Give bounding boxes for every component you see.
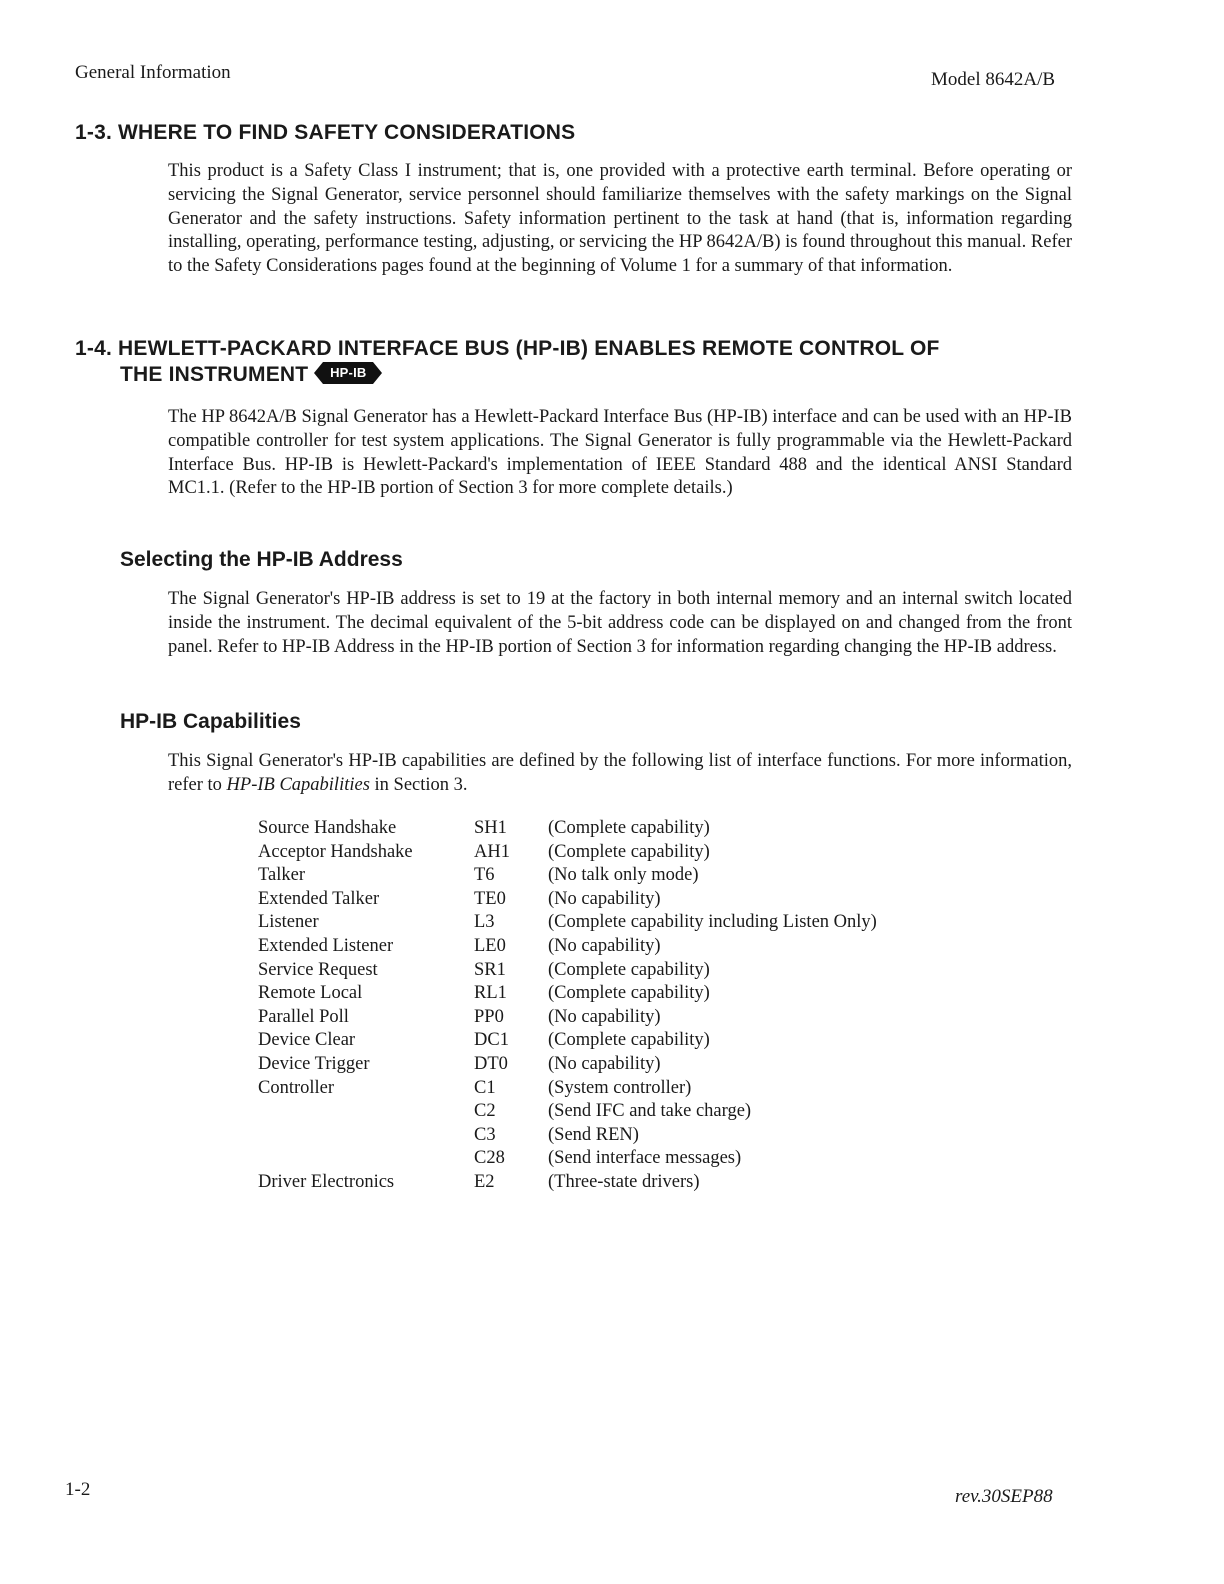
capability-description: (Complete capability)	[548, 841, 710, 862]
capability-row	[258, 1101, 877, 1125]
page-number: 1-2	[65, 1479, 91, 1500]
capability-name: Controller	[258, 1077, 335, 1098]
capability-row	[258, 936, 877, 960]
capabilities-table-body	[258, 818, 877, 1196]
capability-row	[258, 865, 877, 889]
capability-row	[258, 842, 877, 866]
capability-description: (No capability)	[548, 1006, 661, 1027]
capabilities-body-text: This Signal Generator's HP-IB capabilities are defined by the following list of interface functions. For more information, refer to	[168, 751, 1072, 795]
capability-row	[258, 1172, 877, 1196]
capability-name: Parallel Poll	[258, 1006, 349, 1027]
capability-name: Extended Listener	[258, 935, 394, 956]
capability-name: Source Handshake	[258, 818, 397, 838]
capability-code: C1	[474, 1077, 496, 1098]
capabilities-subheading: HP-IB Capabilities	[120, 710, 301, 733]
section-1-3-body: This product is a Safety Class I instrument; that is, one provided with a protective earth terminal. Before operating or servicing the Signal Generator, service personnel should familiarize themselves with the safety markings on the Signal Generator and the safety instructions. Safety information pertinent to the task at hand (that is, information regarding installing, operating, performance testing, adjusting, or servicing the HP 8642A/B) is found throughout this manual. Refer to the Safety Considerations pages found at the beginning of Volume 1 for a summary of that information.	[168, 161, 1072, 277]
capability-name	[258, 1101, 474, 1125]
capability-name: Talker	[258, 865, 305, 886]
capability-row	[258, 1030, 877, 1054]
capability-row	[258, 983, 877, 1007]
address-subheading: Selecting the HP-IB Address	[120, 548, 403, 571]
capability-name: Acceptor Handshake	[258, 841, 413, 862]
capability-row	[258, 889, 877, 913]
hp-ib-badge-label: HP-IB	[330, 365, 367, 381]
capability-code: E2	[474, 1171, 495, 1192]
capability-name: Device Clear	[258, 1030, 356, 1051]
capability-description: (Complete capability)	[548, 1030, 710, 1051]
capability-description: (Complete capability)	[548, 959, 710, 980]
capability-description: (No capability)	[548, 1053, 661, 1074]
capability-row	[258, 912, 877, 936]
capabilities-body-end: in Section 3.	[369, 774, 468, 795]
section-1-4-title-cont: THE INSTRUMENT	[120, 363, 309, 386]
capabilities-reference: HP-IB Capabilities	[226, 774, 370, 795]
capability-code: SR1	[474, 959, 506, 980]
capability-description: (No capability)	[548, 888, 661, 909]
capability-description: (Send IFC and take charge)	[548, 1101, 752, 1122]
capability-name: Remote Local	[258, 983, 363, 1004]
capability-code: DT0	[474, 1053, 508, 1074]
capability-row	[258, 1148, 877, 1172]
capability-code: C28	[474, 1148, 505, 1169]
capability-description: (Complete capability including Listen Only)	[548, 912, 877, 933]
capability-code: RL1	[474, 983, 507, 1004]
capability-code: SH1	[474, 818, 507, 838]
capability-code: L3	[474, 912, 495, 933]
revision-date: rev.30SEP88	[955, 1486, 1053, 1507]
capability-name: Driver Electronics	[258, 1171, 395, 1192]
capability-name: Service Request	[258, 959, 378, 980]
capability-description: (No talk only mode)	[548, 865, 699, 886]
capability-description: (Send REN)	[548, 1124, 639, 1145]
capability-row	[258, 818, 877, 842]
section-1-4-title: 1-4. HEWLETT-PACKARD INTERFACE BUS (HP-IB) ENABLES REMOTE CONTROL OF	[75, 337, 940, 360]
capabilities-table	[258, 818, 877, 1196]
header-left: General Information	[75, 62, 231, 83]
capability-name: Listener	[258, 912, 319, 933]
capability-description: (Complete capability)	[548, 983, 710, 1004]
capability-code: DC1	[474, 1030, 509, 1051]
capability-code: TE0	[474, 888, 506, 909]
section-1-4-title-line2	[120, 363, 382, 387]
capability-row	[258, 1054, 877, 1078]
capability-name: Extended Talker	[258, 888, 380, 909]
capability-name	[258, 1148, 474, 1172]
capability-code: C2	[474, 1101, 496, 1122]
capability-row	[258, 960, 877, 984]
capability-description: (Complete capability)	[548, 818, 710, 838]
hp-ib-badge-icon	[314, 362, 382, 384]
capability-row	[258, 1125, 877, 1149]
section-1-4-body: The HP 8642A/B Signal Generator has a Hewlett-Packard Interface Bus (HP-IB) interface and can be used with an HP-IB compatible controller for test system applications. The Signal Generator is fully programmable via the Hewlett-Packard Interface Bus. HP-IB is Hewlett-Packard's implementation of IEEE Standard 488 and the identical ANSI Standard MC1.1. (Refer to the HP-IB portion of Section 3 for more complete details.)	[168, 407, 1072, 499]
capability-name	[258, 1125, 474, 1149]
header-right: Model 8642A/B	[931, 69, 1056, 90]
capability-code: PP0	[474, 1006, 504, 1027]
capability-name: Device Trigger	[258, 1053, 370, 1074]
capability-code: AH1	[474, 841, 510, 862]
capability-description: (No capability)	[548, 935, 661, 956]
capability-code: LE0	[474, 935, 506, 956]
capability-description: (System controller)	[548, 1077, 692, 1098]
section-1-3-title: 1-3. WHERE TO FIND SAFETY CONSIDERATIONS	[75, 121, 576, 144]
capability-code: C3	[474, 1124, 496, 1145]
capability-description: (Send interface messages)	[548, 1148, 742, 1169]
capability-code: T6	[474, 865, 495, 886]
address-body: The Signal Generator's HP-IB address is set to 19 at the factory in both internal memory and an internal switch located inside the instrument. The decimal equivalent of the 5-bit address code can be displayed on and changed from the front panel. Refer to HP-IB Address in the HP-IB portion of Section 3 for information regarding changing the HP-IB address.	[168, 589, 1072, 657]
capability-row	[258, 1078, 877, 1102]
capability-row	[258, 1007, 877, 1031]
capability-description: (Three-state drivers)	[548, 1171, 700, 1192]
capabilities-body	[168, 750, 1072, 798]
